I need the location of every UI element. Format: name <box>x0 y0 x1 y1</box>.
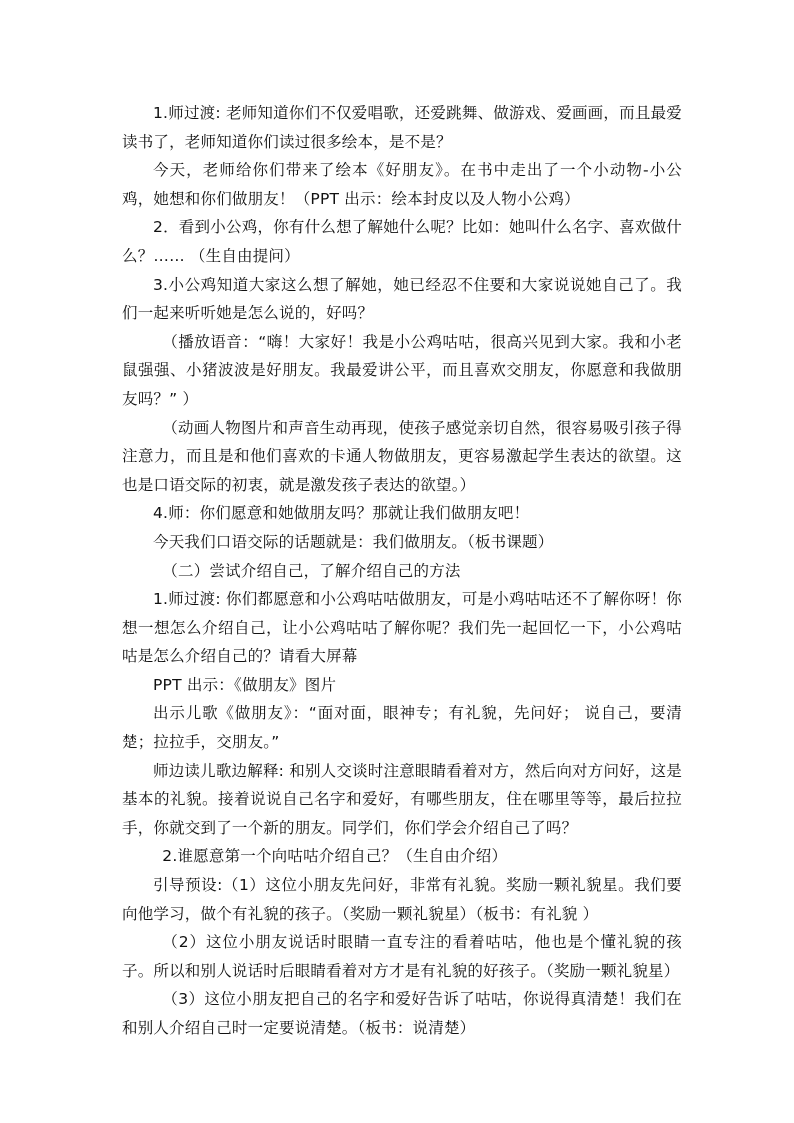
paragraph-animation-note: （动画人物图片和声音生动再现，使孩子感觉亲切自然，很容易吸引孩子得注意力，而且是和他们喜欢的卡通人物做朋友，更容易激起学生表达的欲望。这也是口语交际的初衷，就是激发孩子表达的欲望。） <box>122 418 682 494</box>
paragraph-topic: 今天我们口语交际的话题就是：我们做朋友。（板书课题） <box>153 532 554 551</box>
paragraph-audio-playback: （播放语音：“嗨！大家好！我是小公鸡咕咕，很高兴见到大家。我和小老鼠强强、小猪波波是好朋友。我最爱讲公平，而且喜欢交朋友，你愿意和我做朋友吗？” ） <box>122 332 682 408</box>
paragraph-guidance-2: （2）这位小朋友说话时眼睛一直专注的看着咕咕，他也是个懂礼貌的孩子。所以和别人说话时后眼睛看着对方才是有礼貌的好孩子。（奖励一颗礼貌星） <box>122 933 682 980</box>
paragraph-guidance-3: （3）这位小朋友把自己的名字和爱好告诉了咕咕，你说得真清楚！我们在和别人介绍自己时一定要说清楚。（板书：说清楚） <box>122 990 682 1037</box>
section-heading-self-introduction: （二）尝试介绍自己，了解介绍自己的方法 <box>162 561 461 580</box>
paragraph-listen-rooster: 3.小公鸡知道大家这么想了解她，她已经忍不住要和大家说说她自己了。我们一起来听听她是怎么说的，好吗？ <box>122 275 682 323</box>
paragraph-picture-book-intro: 今天，老师给你们带来了绘本《好朋友》。在书中走出了一个小动物-小公鸡，她想和你们做朋友！（PPT 出示：绘本封皮以及人物小公鸡） <box>122 161 682 208</box>
paragraph-guidance-1: 引导预设:（1）这位小朋友先问好，非常有礼貌。奖励一颗礼貌星。我们要向他学习，做个有礼貌的孩子。（奖励一颗礼貌星）（板书：有礼貌 ） <box>122 876 682 923</box>
paragraph-rhyme-explanation: 师边读儿歌边解释: 和别人交谈时注意眼睛看着对方，然后向对方问好，这是基本的礼貌。接着说说自己名字和爱好，有哪些朋友，住在哪里等等，最后拉拉手，你就交到了一个新的朋友。同学们，你们学会介绍自己了吗？ <box>122 761 682 837</box>
paragraph-nursery-rhyme: 出示儿歌《做朋友》：“面对面，眼神专；有礼貌，先问好； 说自己，要清楚；拉拉手，交朋友。” <box>122 704 682 752</box>
document-body <box>122 99 682 1043</box>
paragraph-teacher-transition-1: 1.师过渡: 老师知道你们不仅爱唱歌，还爱跳舞、做游戏、爱画画，而且最爱读书了，老师知道你们读过很多绘本，是不是？ <box>122 104 682 151</box>
paragraph-who-first: 2.谁愿意第一个向咕咕介绍自己？（生自由介绍） <box>162 847 508 866</box>
paragraph-make-friends: 4.师：你们愿意和她做朋友吗？那就让我们做朋友吧！ <box>153 504 530 523</box>
paragraph-ppt-show: PPT 出示：《做朋友》图片 <box>153 675 337 694</box>
paragraph-teacher-transition-2: 1.师过渡: 你们都愿意和小公鸡咕咕做朋友，可是小鸡咕咕还不了解你呀！你想一想怎么介绍自己，让小公鸡咕咕了解你呢？我们先一起回忆一下，小公鸡咕咕是怎么介绍自己的？请看大屏幕 <box>122 590 682 666</box>
paragraph-student-questions: 2．看到小公鸡，你有什么想了解她什么呢？比如：她叫什么名字、喜欢做什么？…… （生自由提问） <box>122 218 682 265</box>
